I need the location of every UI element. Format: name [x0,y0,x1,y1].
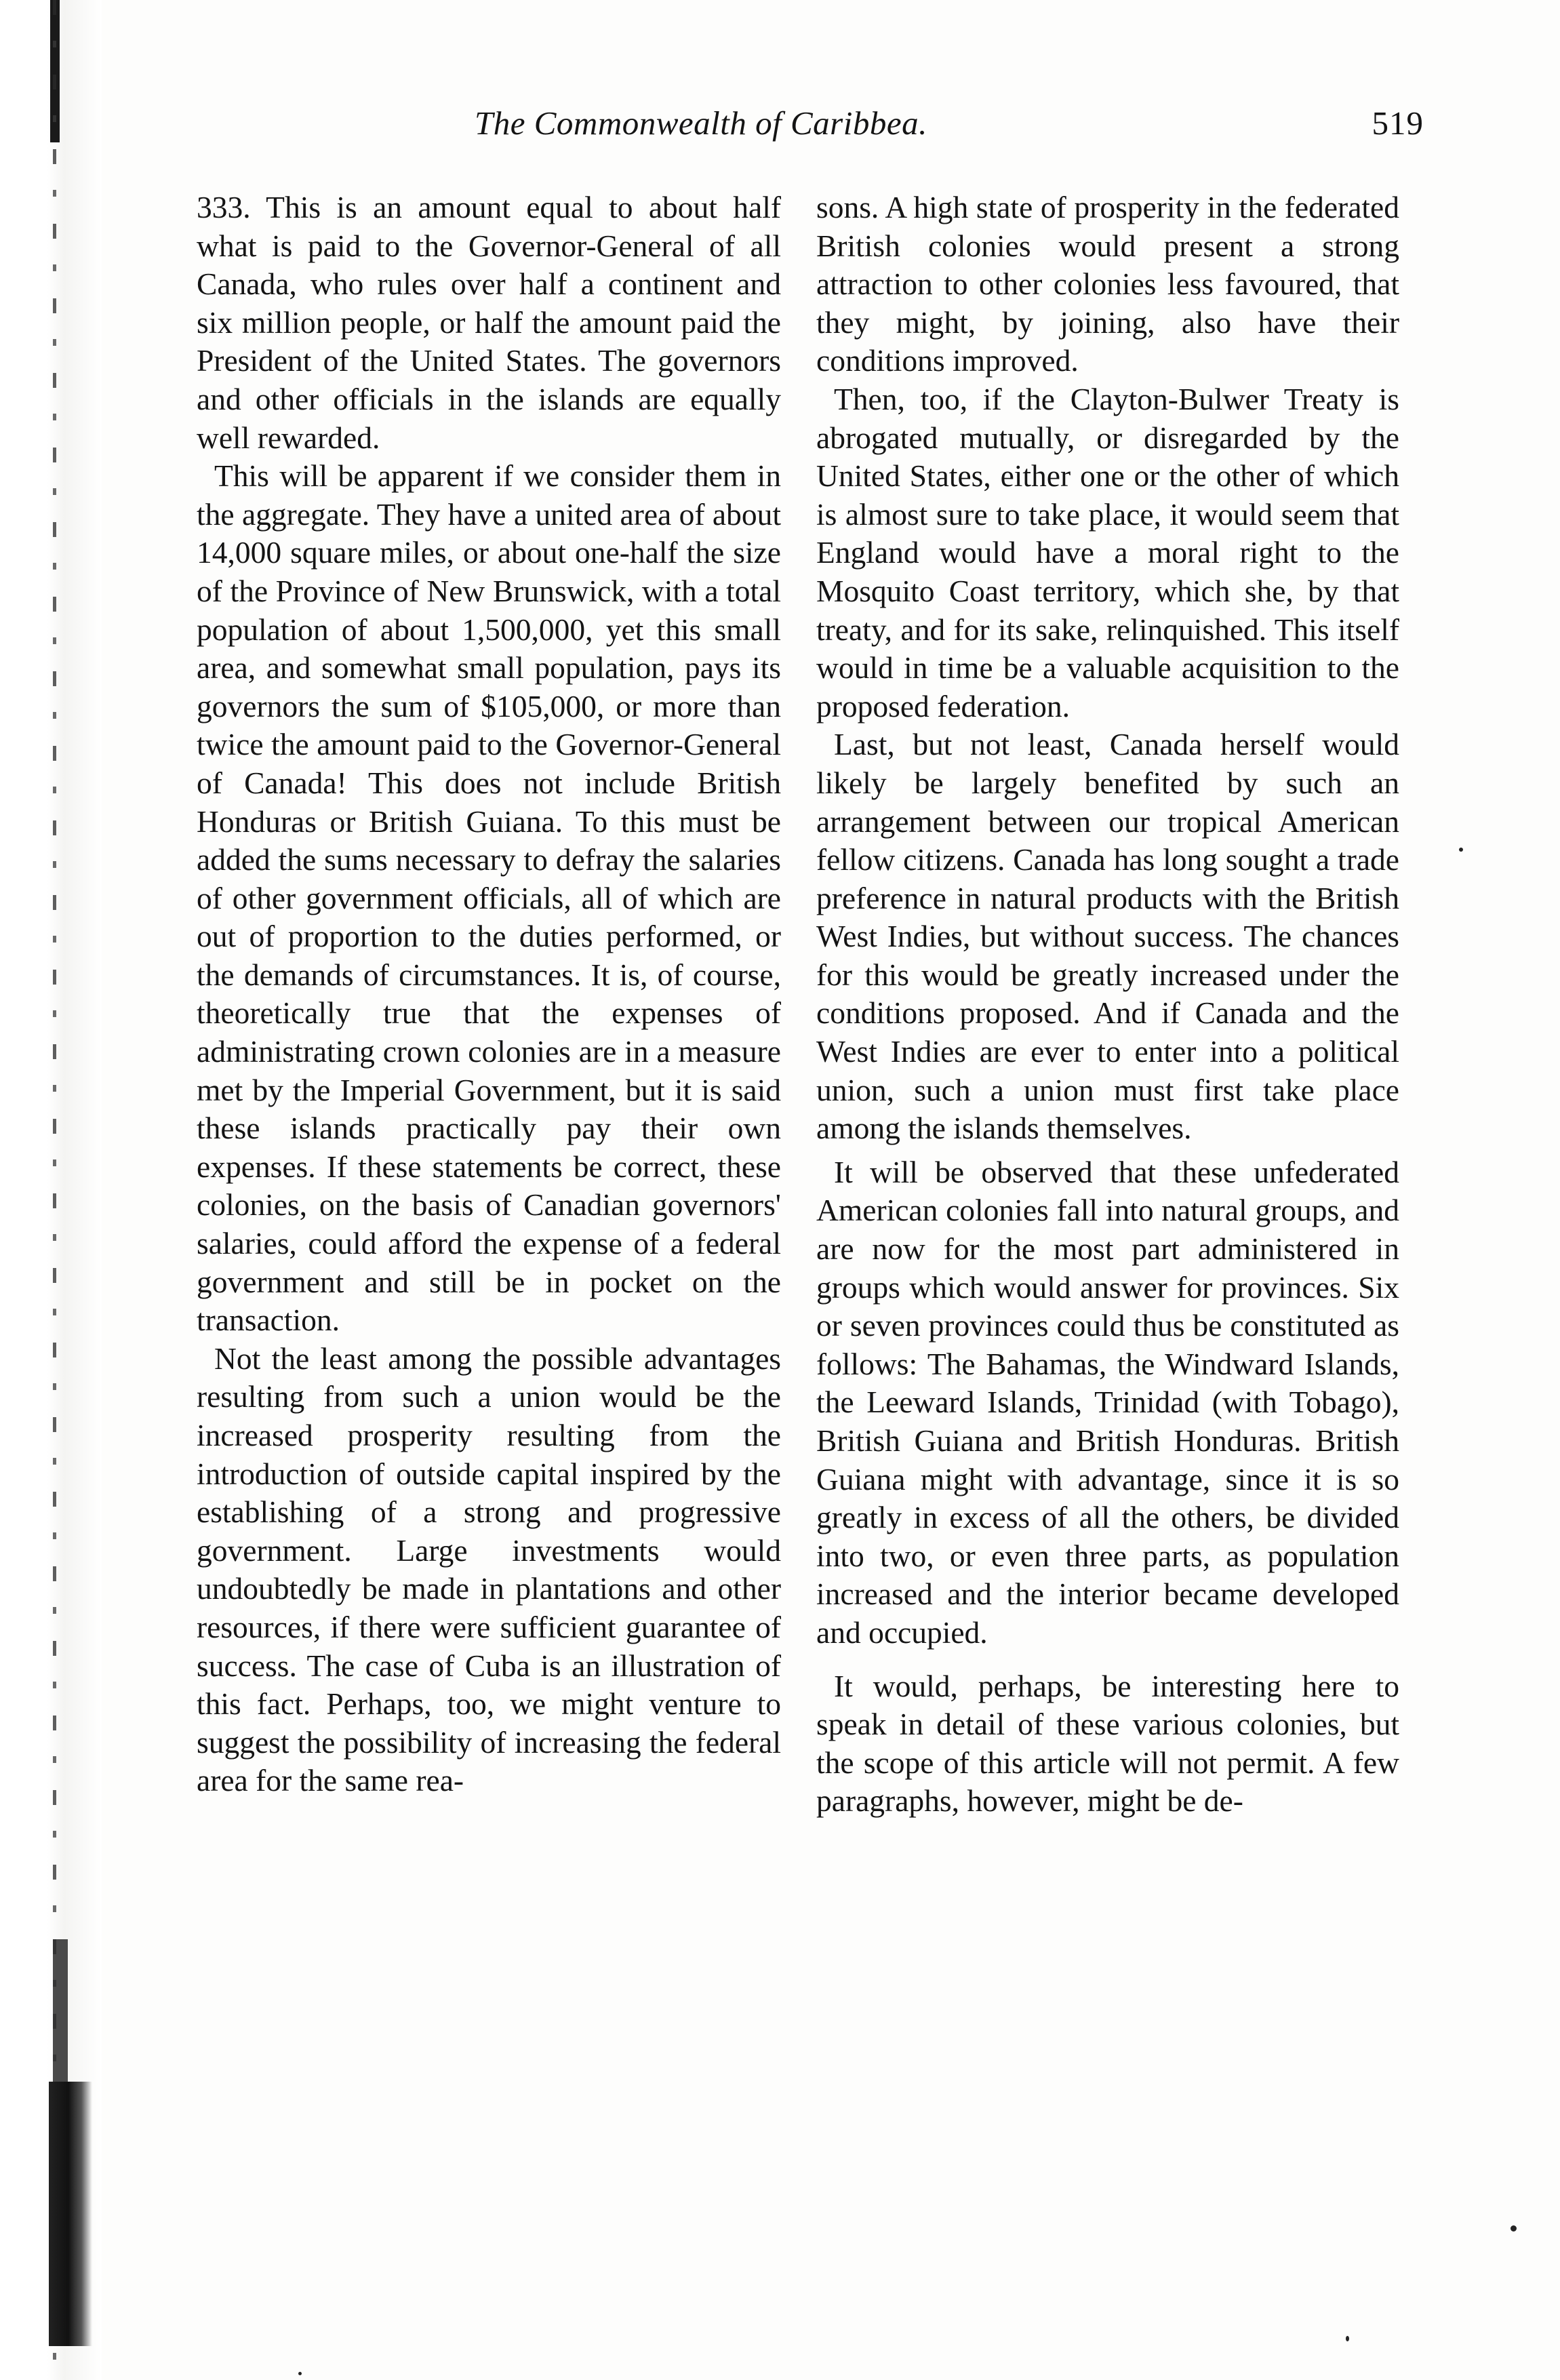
paragraph: This will be apparent if we consider them in the aggregate. They have a united area of about 14,000 square miles, or about one-half the size of the Province of New Brunswick, with a total population of about 1,500,000, yet this small area, and somewhat small population, pays its governors the sum of $105,000, or more than twice the amount paid to the Governor-General of Canada! This does not include British Honduras or British Guiana. To this must be added the sums necessary to defray the salaries of other government officials, all of which are out of proportion to the duties performed, or the demands of circumstances. It is, of course, theoretically true that the expenses of administrating crown colonies are in a measure met by the Imperial Government, but it is said these islands practically pay their own expenses. If these statements be correct, these colonies, on the basis of Canadian governors' salaries, could afford the expense of a federal government and still be in pocket on the transaction. [197,458,781,1338]
binding-edge-blot [49,2082,92,2346]
binding-gutter-shadow [0,0,102,2380]
scan-speck [1511,2225,1517,2232]
text-column-left [197,189,781,1800]
paragraph: It would, perhaps, be interesting here to speak in detail of these various colonies, but the scope of this article will not permit. A few paragraphs, however, might be de- [816,1668,1399,1819]
paragraph: Last, but not least, Canada herself would likely be largely benefited by such an arrangement between our tropical American fellow citizens. Canada has long sought a trade preference in natural products with the British West Indies, but without success. The chances for this would be greatly increased under the conditions proposed. And if Canada and the West Indies are ever to enter into a political union, such a union must first take place among the islands themselves. [816,727,1399,1146]
running-title: The Commonwealth of Caribbea. [475,104,927,142]
text-column-right [816,189,1399,1821]
scan-speck [298,2372,302,2375]
paragraph: 333. This is an amount equal to about half what is paid to the Governor-General of all Canada, who rules over half a continent and six million people, or half the amount paid the President of the United States. The governors and other officials in the islands are equally well rewarded. [197,190,781,455]
binding-edge-mark-lower [53,1939,68,2088]
running-header [475,96,1424,151]
paragraph: Not the least among the possible advantages resulting from such a union would be the increased prosperity resulting from the introduction of outside capital inspired by the establishing of a strong and progressive government. Large investments would undoubtedly be made in plantations and other resources, if there were sufficient guarantee of success. The case of Cuba is an illustration of this fact. Perhaps, too, we might venture to suggest the possibility of increasing the federal area for the same rea- [197,1341,781,1798]
scan-speck [1459,848,1463,852]
paragraph: Then, too, if the Clayton-Bulwer Treaty is abrogated mutually, or disregarded by the United States, either one or the other of which is almost sure to take place, it would seem that England would have a moral right to the Mosquito Coast territory, which she, by that treaty, and for its sake, relinquished. This itself would in time be a valuable acquisition to the proposed federation. [816,381,1399,723]
paragraph: sons. A high state of prosperity in the federated British colonies would present a strong attraction to other colonies less favoured, that they might, by joining, also have their conditions improved. [816,190,1399,378]
page-number: 519 [1372,104,1424,142]
scan-speck [1346,2336,1349,2341]
paragraph: It will be observed that these unfederated American colonies fall into natural groups, and are now for the most part administered in groups which would answer for provinces. Six or seven provinces could thus be constituted as follows: The Bahamas, the Windward Islands, the Leeward Islands, Trinidad (with Tobago), British Guiana and British Honduras. British Guiana might with advantage, since it is so greatly in excess of all the others, be divided into two, or even three parts, as population increased and the interior became developed and occupied. [816,1154,1399,1650]
